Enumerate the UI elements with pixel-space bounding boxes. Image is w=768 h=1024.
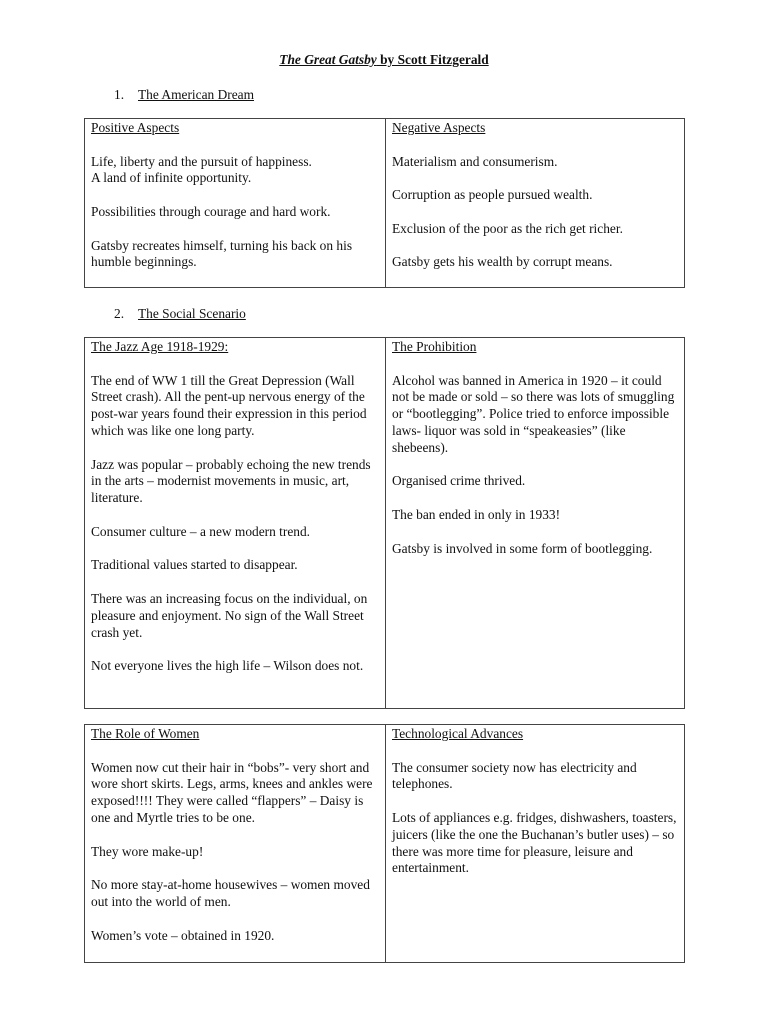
cell-positive-aspects xyxy=(85,119,386,287)
cell-prohibition xyxy=(386,338,684,708)
cell-paragraph xyxy=(91,877,379,911)
cell-paragraph xyxy=(91,457,379,507)
cell-role-of-women xyxy=(85,725,386,962)
cell-paragraph xyxy=(392,473,678,490)
paragraph-line: Lots of appliances e.g. fridges, dishwashers, toasters, juicers (like the one the Buchanan’s butler uses) – so there was more time for pleasure, leisure and entertainment. xyxy=(392,809,677,876)
paragraph-line: The ban ended in only in 1933! xyxy=(392,506,561,522)
cell-paragraph xyxy=(91,154,379,188)
table-women-technology xyxy=(84,724,685,963)
paragraph-line: No more stay-at-home housewives – women moved out into the world of men. xyxy=(91,877,370,909)
cell-paragraph xyxy=(392,373,678,457)
paragraph-line: Exclusion of the poor as the rich get richer. xyxy=(392,220,623,236)
paragraph-line: Life, liberty and the pursuit of happiness. xyxy=(91,153,312,169)
paragraph-line: They wore make-up! xyxy=(91,843,204,859)
paragraph-line: The consumer society now has electricity and telephones. xyxy=(392,759,637,792)
cell-paragraph xyxy=(91,204,379,221)
cell-paragraph xyxy=(392,541,678,558)
cell-header: The Prohibition xyxy=(392,339,477,354)
cell-header: The Jazz Age 1918-1929: xyxy=(91,339,229,354)
table-jazz-age-prohibition xyxy=(84,337,685,709)
paragraph-line: Corruption as people pursued wealth. xyxy=(392,187,593,203)
paragraph-line: Women’s vote – obtained in 1920. xyxy=(91,927,275,943)
book-title: The Great Gatsby xyxy=(279,52,377,67)
paragraph-line: Possibilities through courage and hard work. xyxy=(91,203,331,219)
paragraph-line: Materialism and consumerism. xyxy=(392,153,558,169)
cell-paragraph xyxy=(91,591,379,641)
cell-paragraph xyxy=(91,373,379,440)
cell-paragraph xyxy=(91,844,379,861)
cell-paragraph xyxy=(91,658,379,675)
paragraph-line: Gatsby is involved in some form of bootlegging. xyxy=(392,540,653,556)
cell-paragraph xyxy=(91,557,379,574)
paragraph-line: Organised crime thrived. xyxy=(392,473,526,489)
section-heading-social-scenario xyxy=(114,306,246,322)
cell-technological-advances xyxy=(386,725,684,962)
cell-paragraph xyxy=(392,507,678,524)
cell-paragraph xyxy=(392,221,678,238)
paragraph-line: Alcohol was banned in America in 1920 – it could not be made or sold – so there was lots of smuggling or “bootlegging”. Police tried to enforce impossible laws- liquor was sold in “speakeasies” (like shebeens). xyxy=(392,372,675,455)
section-number: 2. xyxy=(114,306,125,321)
paragraph-line: Gatsby gets his wealth by corrupt means. xyxy=(392,254,613,270)
document-title xyxy=(0,52,768,68)
paragraph-line: The end of WW 1 till the Great Depression (Wall Street crash). All the pent-up nervous energy of the post-war years found their expression in this period which was like one long party. xyxy=(91,372,367,438)
paragraph-line: A land of infinite opportunity. xyxy=(91,170,252,186)
paragraph-line: Women now cut their hair in “bobs”- very short and wore short skirts. Legs, arms, knees and ankles were exposed!!!! They were called “flappers” – Daisy is one and Myrtle tries to be one. xyxy=(91,759,373,825)
cell-paragraph xyxy=(392,760,678,794)
cell-paragraph xyxy=(91,524,379,541)
cell-paragraph xyxy=(392,187,678,204)
cell-jazz-age xyxy=(85,338,386,708)
cell-paragraph xyxy=(392,810,678,877)
section-heading-american-dream xyxy=(114,87,254,103)
cell-header: The Role of Women xyxy=(91,726,200,741)
cell-header: Negative Aspects xyxy=(392,120,486,135)
paragraph-line: There was an increasing focus on the individual, on pleasure and enjoyment. No sign of the Wall Street crash yet. xyxy=(91,590,368,640)
paragraph-line: Jazz was popular – probably echoing the new trends in the arts – modernist movements in music, art, literature. xyxy=(91,456,371,506)
section-heading-text: The Social Scenario xyxy=(138,306,246,321)
paragraph-line: Traditional values started to disappear. xyxy=(91,557,298,573)
table-american-dream xyxy=(84,118,685,288)
title-author: by Scott Fitzgerald xyxy=(376,52,489,67)
cell-paragraph xyxy=(91,238,379,272)
section-number: 1. xyxy=(114,87,125,102)
cell-paragraph xyxy=(91,928,379,945)
cell-paragraph xyxy=(91,760,379,827)
cell-paragraph xyxy=(392,254,678,271)
cell-header: Positive Aspects xyxy=(91,120,180,135)
cell-negative-aspects xyxy=(386,119,684,287)
paragraph-line: Not everyone lives the high life – Wilson does not. xyxy=(91,658,364,674)
paragraph-line: Consumer culture – a new modern trend. xyxy=(91,523,311,539)
cell-header: Technological Advances xyxy=(392,726,524,741)
cell-paragraph xyxy=(392,154,678,171)
section-heading-text: The American Dream xyxy=(138,87,254,102)
paragraph-line: Gatsby recreates himself, turning his back on his humble beginnings. xyxy=(91,237,353,270)
